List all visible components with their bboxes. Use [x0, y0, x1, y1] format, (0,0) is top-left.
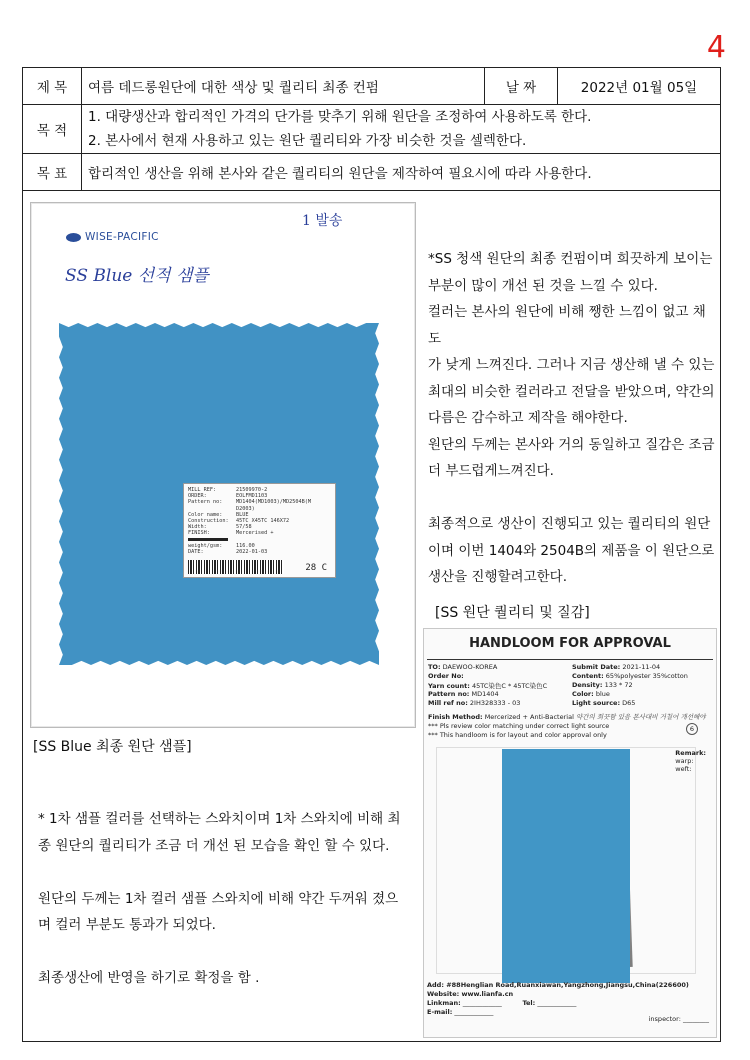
sample-card-photo — [30, 202, 416, 728]
website: Website: www.lianfa.cn — [427, 990, 514, 998]
goal-label: 목 표 — [23, 154, 82, 191]
yarn-value: 45TC染色C * 45TC染色C — [471, 682, 548, 690]
light-label: Light source: — [572, 699, 621, 707]
notice-2: *** This handloom is for layout and color approval only — [428, 731, 607, 739]
barcode-icon — [188, 560, 284, 574]
sticker-key: FINISH: — [188, 530, 210, 537]
title-label: 제 목 — [23, 68, 82, 105]
address: Add: #88Henglian Road,Ruanxiawan,Yangzhong,Jiangsu,China(226600) — [427, 981, 689, 989]
yarn-label: Yarn count: — [428, 682, 470, 690]
approval-sheet-photo — [423, 628, 717, 1038]
sticker-value: Mercerised + — [236, 530, 274, 537]
mill-value: 2IH328333 - 03 — [469, 699, 521, 707]
approval-caption: [SS 원단 퀄리티 및 질감] — [435, 605, 590, 621]
light-value: D65 — [622, 699, 636, 707]
warp-label: warp: — [675, 757, 694, 765]
notice-1: *** Pls review color matching under correct light source — [428, 722, 610, 730]
blue-fabric-swatch-2 — [502, 749, 630, 983]
sheet-footer: Add: #88Henglian Road,Ruanxiawan,Yangzhong,Jiangsu,China(226600) Website: www.lianfa.cn Linkman: ____________ Tel: ____________ E-mail: ____________ inspector: ________ — [427, 981, 709, 1023]
submit-value: 2021-11-04 — [622, 663, 661, 671]
notes-left: * 1차 샘플 컬러를 선택하는 스와치이며 1차 스와치에 비해 최 종 원단의 퀄리티가 조금 더 개선 된 모습을 확인 할 수 있다. 원단의 두께는 1차 컬러 샘플 스와치에 비해 약간 두꺼워 졌으 며 컬러 부분도 통과가 되었다. 최종생산에 반영을 하기로 확정을 함 . — [38, 811, 401, 986]
sticker-key: Pattern no: — [188, 499, 223, 506]
finish-label: Finish Method: — [428, 713, 483, 721]
sticker-row — [188, 530, 331, 536]
pattern-label: Pattern no: — [428, 690, 470, 698]
color-value: blue — [595, 690, 610, 698]
sticker-value: 116.00 — [236, 542, 255, 549]
header-table — [22, 67, 721, 191]
handwritten-note: 약간의 희끗함 있음 본사대비 거칠어 개선해야 — [575, 713, 706, 721]
density-label: Density: — [572, 681, 603, 689]
remark-block — [675, 749, 706, 773]
purpose-line-2: 2. 본사에서 현재 사용하고 있는 원단 퀄리티와 가장 비슷한 것을 셀렉한다. — [88, 133, 527, 149]
circle-mark: 6 — [686, 723, 698, 735]
mill-label: Mill ref no: — [428, 699, 468, 707]
sticker-value: 2022-01-03 — [236, 549, 268, 556]
doc-title: 여름 데드롱원단에 대한 색상 및 퀄리티 최종 컨펌 — [82, 68, 485, 105]
order-label: Order No: — [428, 672, 464, 680]
to-label: TO: — [428, 663, 441, 671]
sample-caption: [SS Blue 최종 원단 샘플] — [33, 739, 192, 755]
page-number: 4 — [706, 30, 726, 65]
submit-label: Submit Date: — [572, 663, 621, 671]
logo-mark-icon — [66, 233, 81, 242]
sticker-key: Color name: — [188, 511, 223, 518]
sticker-value: 45TC X45TC 146X72 — [236, 518, 290, 525]
redaction-bar — [188, 538, 228, 541]
sticker-code: 28 C — [305, 562, 327, 573]
fabric-label-sticker — [183, 483, 336, 578]
handwritten-title: SS Blue 선적 샘플 — [65, 266, 209, 286]
date-label: 날 짜 — [485, 68, 558, 105]
content-label: Content: — [572, 672, 604, 680]
tel-label: Tel: — [522, 999, 536, 1007]
sticker-key: MILL REF: — [188, 487, 217, 493]
sticker-value: MD1404(MD1003)/MD2504B(M — [236, 499, 311, 506]
sticker-value: EOLFMD1103 — [236, 493, 268, 500]
sticker-value: BLUE — [236, 511, 249, 518]
to-value: DAEWOO-KOREA — [442, 663, 498, 671]
doc-date: 2022년 01월 05일 — [558, 68, 721, 105]
sticker-value: 57/58 — [236, 524, 252, 531]
sticker-key: Construction: — [188, 518, 229, 525]
sticker-value: 21509970-2 — [236, 487, 268, 493]
weft-label: weft: — [675, 765, 692, 773]
sticker-key: ORDER: — [188, 493, 207, 500]
sticker-key: DATE: — [188, 549, 204, 556]
purpose-cell — [82, 105, 721, 154]
inspector-label: inspector: — [648, 1015, 681, 1023]
finish-value: Mercerized + Anti-Bacterial — [484, 713, 574, 721]
color-label: Color: — [572, 690, 594, 698]
email-label: E-mail: — [427, 1008, 453, 1016]
doc-goal: 합리적인 생산을 위해 본사와 같은 퀄리티의 원단을 제작하여 필요시에 따라 사용한다. — [82, 154, 721, 191]
logo-text: WISE-PACIFIC — [85, 231, 159, 243]
sheet-title: HANDLOOM FOR APPROVAL — [469, 636, 671, 651]
remark-label: Remark: — [675, 749, 706, 757]
notes-right: *SS 청색 원단의 최종 컨펌이며 희끗하게 보이는 부분이 많이 개선 된 것을 느낄 수 있다. 컬러는 본사의 원단에 비해 쨍한 느낌이 없고 채도 가 낮게 느껴진다. 그러나 지금 생산해 낼 수 있는 최대의 비슷한 컬러라고 전달을 받았으며, 약간의 다름은 감수하고 제작을 해야한다. 원단의 두께는 본사와 거의 동일하고 질감은 조금 더 부드럽게느껴진다. 최종적으로 생산이 진행되고 있는 퀄리티의 원단 이며 이번 1404와 2504B의 제품을 이 원단으로 생산을 진행할려고한다. — [428, 251, 715, 585]
sticker-key: Width: — [188, 524, 207, 531]
linkman-label: Linkman: — [427, 999, 461, 1007]
purpose-line-1: 1. 대량생산과 합리적인 가격의 단가를 맞추기 위해 원단을 조정하여 사용하도록 한다. — [88, 109, 592, 125]
sticker-row — [188, 549, 331, 555]
sticker-rows — [188, 487, 331, 555]
pattern-value: MD1404 — [471, 690, 499, 698]
density-value: 133 * 72 — [604, 681, 633, 689]
sheet-divider — [427, 659, 713, 660]
shipment-mark: 1 발송 — [302, 213, 343, 229]
sticker-key: weight/gsm: — [188, 542, 223, 549]
sticker-value: D2003) — [236, 505, 255, 512]
content-value: 65%polyester 35%cotton — [605, 672, 688, 680]
purpose-label: 목 적 — [23, 105, 82, 154]
wise-pacific-logo — [66, 231, 159, 243]
